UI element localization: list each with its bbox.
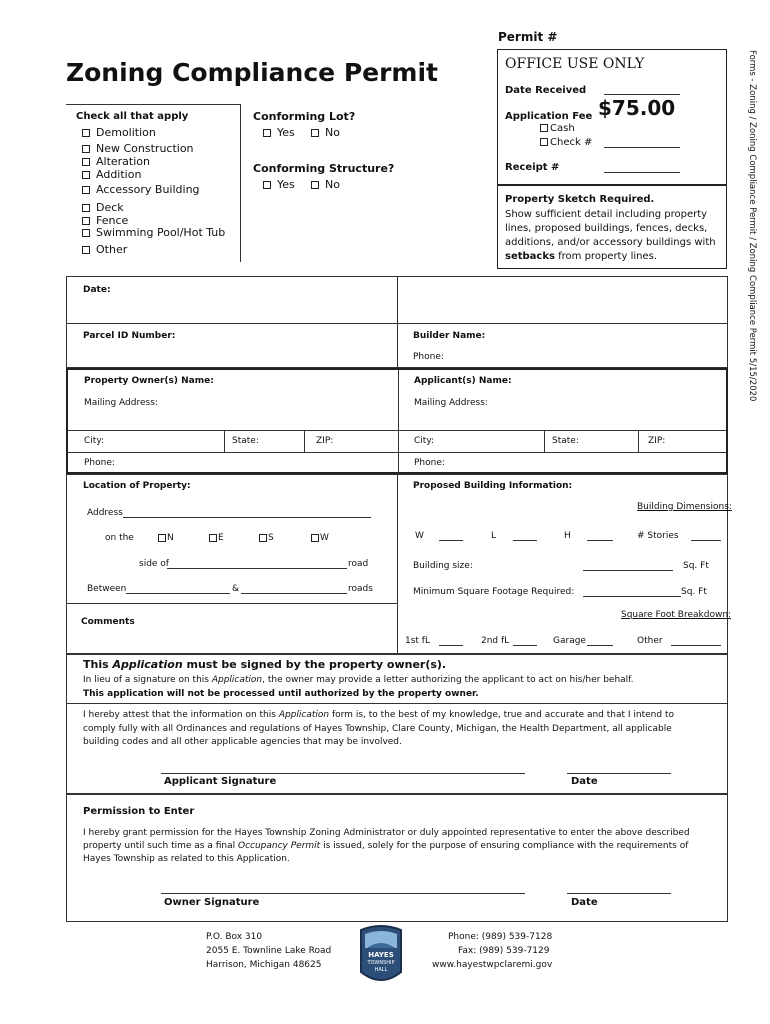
text: Occupancy Permit — [237, 841, 321, 851]
permission-text-3: Hayes Township as related to this Application. — [83, 854, 290, 864]
applicant-mailing-label: Mailing Address: — [414, 398, 488, 408]
option-label: Fence — [96, 214, 129, 227]
sketch-text-2: lines, proposed buildings, fences, decks, — [505, 223, 708, 234]
logo-text-3: HALL — [374, 967, 388, 973]
width-field[interactable] — [439, 540, 463, 541]
footer-street: 2055 E. Townline Lake Road — [206, 946, 332, 956]
building-size-label: Building size: — [413, 561, 473, 571]
option-label: Other — [96, 243, 128, 256]
w-checkbox[interactable] — [311, 534, 319, 542]
building-dimensions-label: Building Dimensions: — [637, 502, 732, 512]
date-label: Date: — [83, 285, 111, 295]
conforming-lot-yes[interactable] — [263, 126, 295, 139]
not-processed-notice: This application will not be processed until authorized by the property owner. — [83, 689, 479, 699]
applicant-signature-field[interactable] — [161, 773, 525, 774]
applicant-zip-label: ZIP: — [648, 436, 666, 446]
check-label: Check # — [550, 137, 593, 148]
date-received-label: Date Received — [505, 85, 587, 96]
divider — [304, 430, 305, 452]
comments-label: Comments — [81, 617, 135, 627]
lot-no-checkbox[interactable] — [311, 129, 319, 137]
option-label: Swimming Pool/Hot Tub — [96, 226, 226, 239]
applicant-date-field[interactable] — [567, 773, 671, 774]
option-accessory-building[interactable] — [82, 183, 200, 196]
date-parcel-section — [66, 276, 728, 368]
text: form is, to the best of my knowledge, true and accurate and that I intend to — [329, 710, 674, 720]
divider — [544, 430, 545, 452]
side-of-label: side of — [139, 559, 169, 569]
length-field[interactable] — [513, 540, 537, 541]
logo-text-1: HAYES — [368, 951, 394, 959]
divider — [67, 703, 727, 704]
owner-city-label: City: — [84, 436, 105, 446]
alteration-checkbox[interactable] — [82, 158, 90, 166]
footer-city: Harrison, Michigan 48625 — [206, 960, 322, 970]
must-sign-notice — [83, 658, 446, 671]
no-label: No — [325, 178, 340, 191]
permission-section — [66, 794, 728, 922]
lot-yes-checkbox[interactable] — [263, 129, 271, 137]
conforming-lot-heading: Conforming Lot? — [253, 110, 356, 123]
attest-text-1 — [83, 710, 674, 720]
text: Application — [211, 675, 263, 685]
builder-phone-label: Phone: — [413, 352, 444, 362]
addition-checkbox[interactable] — [82, 171, 90, 179]
s-label: S — [268, 533, 274, 543]
n-checkbox[interactable] — [158, 534, 166, 542]
option-label: Alteration — [96, 155, 150, 168]
text: I hereby attest that the information on this — [83, 710, 279, 720]
height-label: H — [564, 531, 571, 541]
option-label: Addition — [96, 168, 142, 181]
no-label: No — [325, 126, 340, 139]
sqft-label-2: Sq. Ft — [681, 587, 707, 597]
demolition-checkbox[interactable] — [82, 129, 90, 137]
structure-no-checkbox[interactable] — [311, 181, 319, 189]
text: Application — [278, 710, 330, 720]
permission-text-1: I hereby grant permission for the Hayes Township Zoning Administrator or duly appointed representative to enter the above described — [83, 828, 690, 838]
lieu-notice — [83, 675, 634, 685]
check-all-section — [66, 104, 241, 262]
sketch-notice-box — [497, 185, 727, 269]
divider — [67, 323, 727, 324]
attest-text-2: comply fully with all Ordinances and regulations of Hayes Township, Clare County, Michigan, the Health Department, all applicable — [83, 724, 672, 734]
location-label: Location of Property: — [83, 481, 191, 491]
cash-checkbox[interactable] — [540, 124, 548, 132]
side-of-field[interactable] — [167, 568, 347, 569]
owner-state-label: State: — [232, 436, 259, 446]
hayes-township-logo — [357, 924, 405, 986]
sketch-heading: Property Sketch Required. — [505, 194, 655, 205]
building-size-field[interactable] — [583, 570, 673, 571]
height-field[interactable] — [587, 540, 613, 541]
owner-signature-label: Owner Signature — [164, 897, 260, 908]
other-sqft-label: Other — [637, 636, 663, 646]
option-addition[interactable] — [82, 168, 141, 181]
applicant-state-label: State: — [552, 436, 579, 446]
direction-s[interactable] — [259, 533, 274, 543]
option-alteration[interactable] — [82, 155, 150, 168]
length-label: L — [491, 531, 497, 541]
structure-yes-checkbox[interactable] — [263, 181, 271, 189]
office-use-box — [497, 49, 727, 185]
w-label: W — [320, 533, 329, 543]
divider — [638, 430, 639, 452]
option-label: Demolition — [96, 126, 156, 139]
second-floor-label: 2nd fL — [481, 636, 510, 646]
garage-field[interactable] — [587, 645, 613, 646]
owner-zip-label: ZIP: — [316, 436, 334, 446]
permission-heading: Permission to Enter — [83, 806, 195, 817]
owner-phone-label: Phone: — [84, 458, 115, 468]
logo-text-2: TOWNSHIP — [367, 960, 395, 966]
stories-label: # Stories — [637, 531, 679, 541]
road-label: road — [348, 559, 369, 569]
on-the-label: on the — [105, 533, 134, 543]
fee-amount: $75.00 — [598, 96, 676, 120]
conforming-structure-no[interactable] — [311, 178, 340, 191]
option-new-construction[interactable] — [82, 142, 194, 155]
applicant-date-label: Date — [571, 776, 598, 787]
option-label: Deck — [96, 201, 124, 214]
footer-website[interactable]: www.hayestwpclaremi.gov — [432, 960, 553, 970]
option-other[interactable] — [82, 243, 127, 256]
first-floor-field[interactable] — [439, 645, 463, 646]
text: Application — [112, 658, 183, 671]
direction-w[interactable] — [311, 533, 329, 543]
conforming-structure-yes[interactable] — [263, 178, 295, 191]
applicant-city-label: City: — [414, 436, 435, 446]
sqft-breakdown-label: Square Foot Breakdown: — [621, 610, 732, 620]
applicant-signature-label: Applicant Signature — [164, 776, 277, 787]
divider — [67, 603, 397, 604]
stories-field[interactable] — [691, 540, 721, 541]
address-field[interactable] — [123, 517, 371, 518]
divider — [68, 452, 726, 453]
text: property until such time as a final — [83, 841, 238, 851]
conforming-lot-no[interactable] — [311, 126, 340, 139]
min-sqft-label: Minimum Square Footage Required: — [413, 587, 575, 597]
between-label: Between — [87, 584, 127, 594]
application-fee-label: Application Fee — [505, 111, 593, 122]
yes-label: Yes — [277, 126, 295, 139]
new-construction-checkbox[interactable] — [82, 145, 90, 153]
owner-name-label: Property Owner(s) Name: — [84, 376, 214, 386]
divider — [397, 475, 398, 653]
address-label: Address — [87, 508, 123, 518]
receipt-field[interactable] — [604, 172, 680, 173]
applicant-name-label: Applicant(s) Name: — [414, 376, 512, 386]
check-checkbox[interactable] — [540, 138, 548, 146]
text: is issued, solely for the purpose of ensuring compliance with the requirements of — [320, 841, 689, 851]
cash-label: Cash — [550, 123, 575, 134]
swimming-pool-checkbox[interactable] — [82, 229, 90, 237]
option-demolition[interactable] — [82, 126, 156, 139]
owner-date-field[interactable] — [567, 893, 671, 894]
sqft-label: Sq. Ft — [683, 561, 709, 571]
permission-text-2 — [83, 841, 688, 851]
applicant-phone-label: Phone: — [414, 458, 445, 468]
proposed-building-label: Proposed Building Information: — [413, 481, 573, 491]
footer-fax: Fax: (989) 539-7129 — [458, 946, 550, 956]
e-label: E — [218, 533, 224, 543]
option-label: Accessory Building — [96, 183, 200, 196]
garage-label: Garage — [553, 636, 586, 646]
text: must be signed by the property owner(s). — [182, 658, 447, 671]
divider — [398, 370, 399, 474]
option-swimming-pool[interactable] — [82, 226, 225, 239]
check-option[interactable] — [540, 137, 592, 148]
roads-label: roads — [348, 584, 373, 594]
accessory-building-checkbox[interactable] — [82, 186, 90, 194]
ampersand: & — [232, 584, 240, 594]
between-field-2[interactable] — [241, 593, 347, 594]
receipt-label: Receipt # — [505, 162, 560, 173]
location-building-section — [66, 474, 732, 654]
owner-signature-field[interactable] — [161, 893, 525, 894]
office-use-title: OFFICE USE ONLY — [505, 56, 645, 72]
sketch-text-4-rest: from property lines. — [554, 251, 658, 262]
text: In lieu of a signature on this — [83, 675, 212, 685]
setbacks-word: setbacks — [505, 251, 555, 262]
width-label: W — [415, 531, 424, 541]
divider — [224, 430, 225, 452]
owner-mailing-label: Mailing Address: — [84, 398, 158, 408]
page-title: Zoning Compliance Permit — [66, 58, 438, 87]
text: , the owner may provide a letter authorizing the applicant to act on his/her behalf. — [262, 675, 634, 685]
check-number-field[interactable] — [604, 147, 680, 148]
yes-label: Yes — [277, 178, 295, 191]
permit-number-label: Permit # — [498, 30, 558, 44]
other-checkbox[interactable] — [82, 246, 90, 254]
conforming-structure-heading: Conforming Structure? — [253, 162, 395, 175]
footer-phone: Phone: (989) 539-7128 — [448, 932, 553, 942]
other-sqft-field[interactable] — [671, 645, 721, 646]
sketch-text-3: additions, and/or accessory buildings with — [505, 237, 716, 248]
e-checkbox[interactable] — [209, 534, 217, 542]
fence-checkbox[interactable] — [82, 217, 90, 225]
sketch-text-1: Show sufficient detail including property — [505, 209, 708, 220]
footer-po-box: P.O. Box 310 — [206, 932, 263, 942]
second-floor-field[interactable] — [513, 645, 537, 646]
owner-applicant-section — [66, 368, 728, 474]
option-deck[interactable] — [82, 201, 124, 214]
parcel-id-label: Parcel ID Number: — [83, 331, 176, 341]
min-sqft-field[interactable] — [583, 596, 681, 597]
applicant-signature-section — [66, 654, 728, 794]
builder-name-label: Builder Name: — [413, 331, 486, 341]
direction-n[interactable] — [158, 533, 174, 543]
attest-text-3: building codes and all other applicable agencies that may be involved. — [83, 737, 402, 747]
direction-e[interactable] — [209, 533, 224, 543]
date-received-field[interactable] — [604, 94, 680, 95]
option-label: New Construction — [96, 142, 194, 155]
s-checkbox[interactable] — [259, 534, 267, 542]
divider — [68, 430, 726, 431]
first-floor-label: 1st fL — [405, 636, 430, 646]
deck-checkbox[interactable] — [82, 204, 90, 212]
side-form-reference: Forms - Zoning / Zoning Compliance Permit / Zoning Compliance Permit 5/15/2020 — [747, 50, 757, 402]
owner-date-label: Date — [571, 897, 598, 908]
sketch-text-4 — [505, 251, 657, 262]
cash-option[interactable] — [540, 123, 575, 134]
n-label: N — [167, 533, 174, 543]
between-field-1[interactable] — [126, 593, 230, 594]
check-all-heading: Check all that apply — [76, 111, 189, 122]
text: This — [83, 658, 113, 671]
